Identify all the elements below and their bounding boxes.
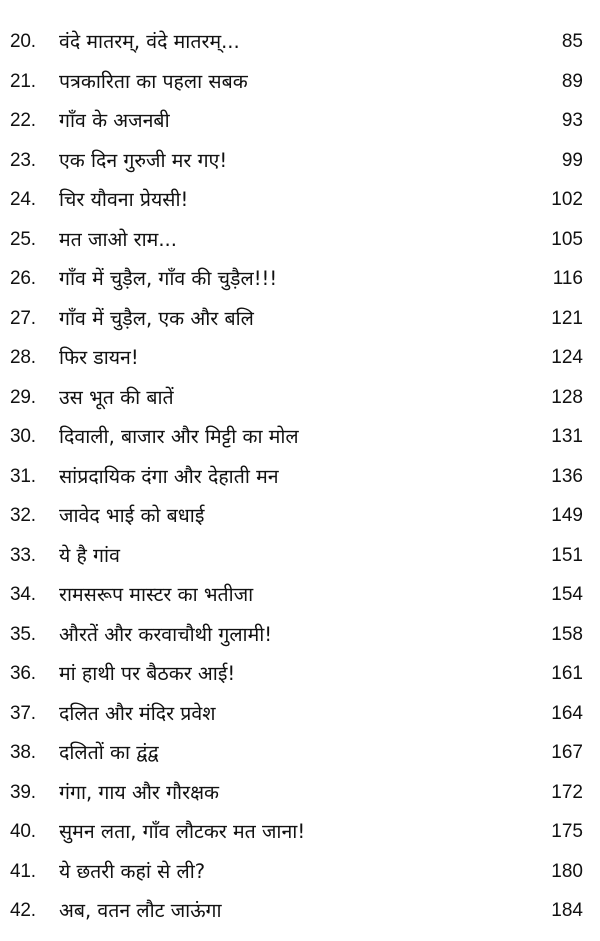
chapter-number: 36. (10, 663, 36, 684)
chapter-number: 30. (10, 426, 36, 447)
chapter-title: ये है गांव (59, 543, 120, 567)
chapter-number: 41. (10, 860, 36, 882)
chapter-number: 38. (10, 742, 36, 763)
chapter-title: पत्रकारिता का पहला सबक (59, 69, 248, 93)
chapter-number: 23. (10, 149, 36, 171)
chapter-title: गंगा, गाय और गौरक्षक (59, 780, 220, 804)
toc-entry (0, 338, 600, 378)
page-number: 99 (561, 149, 583, 171)
chapter-number: 34. (10, 584, 36, 605)
chapter-title: चिर यौवना प्रेयसी! (59, 188, 189, 211)
page-number: 149 (551, 505, 583, 526)
toc-entry (0, 299, 600, 339)
toc-entry (0, 694, 600, 734)
page-number: 184 (551, 900, 583, 921)
page-number: 172 (551, 781, 583, 803)
page-number: 180 (551, 860, 583, 882)
page-number: 164 (551, 702, 583, 724)
page-number: 105 (551, 228, 583, 250)
page-number: 167 (551, 742, 583, 763)
table-of-contents (0, 22, 600, 931)
toc-entry (0, 259, 600, 299)
toc-entry (0, 101, 600, 141)
chapter-title: अब, वतन लौट जाऊंगा (59, 899, 222, 922)
chapter-title: गाँव में चुड़ैल, गाँव की चुड़ैल!!! (59, 267, 278, 290)
toc-entry (0, 22, 600, 62)
toc-entry (0, 654, 600, 694)
chapter-number: 31. (10, 465, 36, 487)
page-number: 85 (561, 31, 583, 52)
chapter-number: 24. (10, 189, 36, 210)
page-number: 158 (551, 623, 583, 645)
chapter-number: 40. (10, 821, 36, 842)
page-number: 154 (551, 584, 583, 605)
chapter-number: 33. (10, 544, 36, 566)
chapter-title: दिवाली, बाजार और मिट्टी का मोल (59, 425, 299, 448)
page-number: 102 (551, 189, 583, 210)
toc-entry (0, 891, 600, 931)
toc-entry (0, 536, 600, 576)
chapter-number: 21. (10, 70, 36, 92)
chapter-title: दलितों का द्वंद्व (59, 741, 159, 764)
toc-entry (0, 378, 600, 418)
toc-entry (0, 417, 600, 457)
chapter-title: एक दिन गुरुजी मर गए! (59, 148, 228, 172)
chapter-title: सांप्रदायिक दंगा और देहाती मन (59, 464, 279, 488)
chapter-number: 32. (10, 505, 36, 526)
toc-entry (0, 575, 600, 615)
chapter-title: मां हाथी पर बैठकर आई! (59, 662, 236, 685)
chapter-title: फिर डायन! (59, 346, 139, 369)
chapter-number: 25. (10, 228, 36, 250)
toc-entry (0, 733, 600, 773)
chapter-title: ये छतरी कहां से ली? (59, 859, 206, 883)
chapter-number: 26. (10, 268, 36, 289)
page-number: 175 (551, 821, 583, 842)
toc-entry (0, 457, 600, 497)
chapter-number: 27. (10, 307, 36, 329)
chapter-number: 29. (10, 386, 36, 408)
page-number: 151 (551, 544, 583, 566)
toc-entry (0, 62, 600, 102)
chapter-title: दलित और मंदिर प्रवेश (59, 701, 216, 725)
chapter-title: गाँव के अजनबी (59, 109, 170, 132)
chapter-title: वंदे मातरम्, वंदे मातरम्... (59, 30, 240, 53)
chapter-title: सुमन लता, गाँव लौटकर मत जाना! (59, 820, 306, 843)
chapter-number: 22. (10, 110, 36, 131)
page-number: 89 (561, 70, 583, 92)
page-number: 93 (561, 110, 583, 131)
page-number: 121 (551, 307, 583, 329)
page-number: 131 (551, 426, 583, 447)
toc-entry (0, 812, 600, 852)
chapter-number: 37. (10, 702, 36, 724)
toc-entry (0, 496, 600, 536)
toc-entry (0, 615, 600, 655)
chapter-title: जावेद भाई को बधाई (59, 504, 205, 527)
chapter-title: मत जाओ राम... (59, 227, 177, 251)
chapter-number: 42. (10, 900, 36, 921)
page-number: 116 (552, 268, 583, 289)
chapter-title: रामसरूप मास्टर का भतीजा (59, 583, 254, 606)
toc-entry (0, 852, 600, 892)
toc-entry (0, 180, 600, 220)
toc-entry (0, 220, 600, 260)
toc-entry (0, 141, 600, 181)
page-number: 124 (551, 347, 583, 368)
page-number: 161 (551, 663, 583, 684)
chapter-number: 35. (10, 623, 36, 645)
chapter-number: 20. (10, 31, 36, 52)
chapter-title: औरतें और करवाचौथी गुलामी! (59, 622, 273, 646)
chapter-title: गाँव में चुड़ैल, एक और बलि (59, 306, 254, 330)
chapter-number: 28. (10, 347, 36, 368)
page-number: 128 (551, 386, 583, 408)
chapter-number: 39. (10, 781, 36, 803)
toc-entry (0, 773, 600, 813)
page-number: 136 (551, 465, 583, 487)
chapter-title: उस भूत की बातें (59, 385, 174, 409)
